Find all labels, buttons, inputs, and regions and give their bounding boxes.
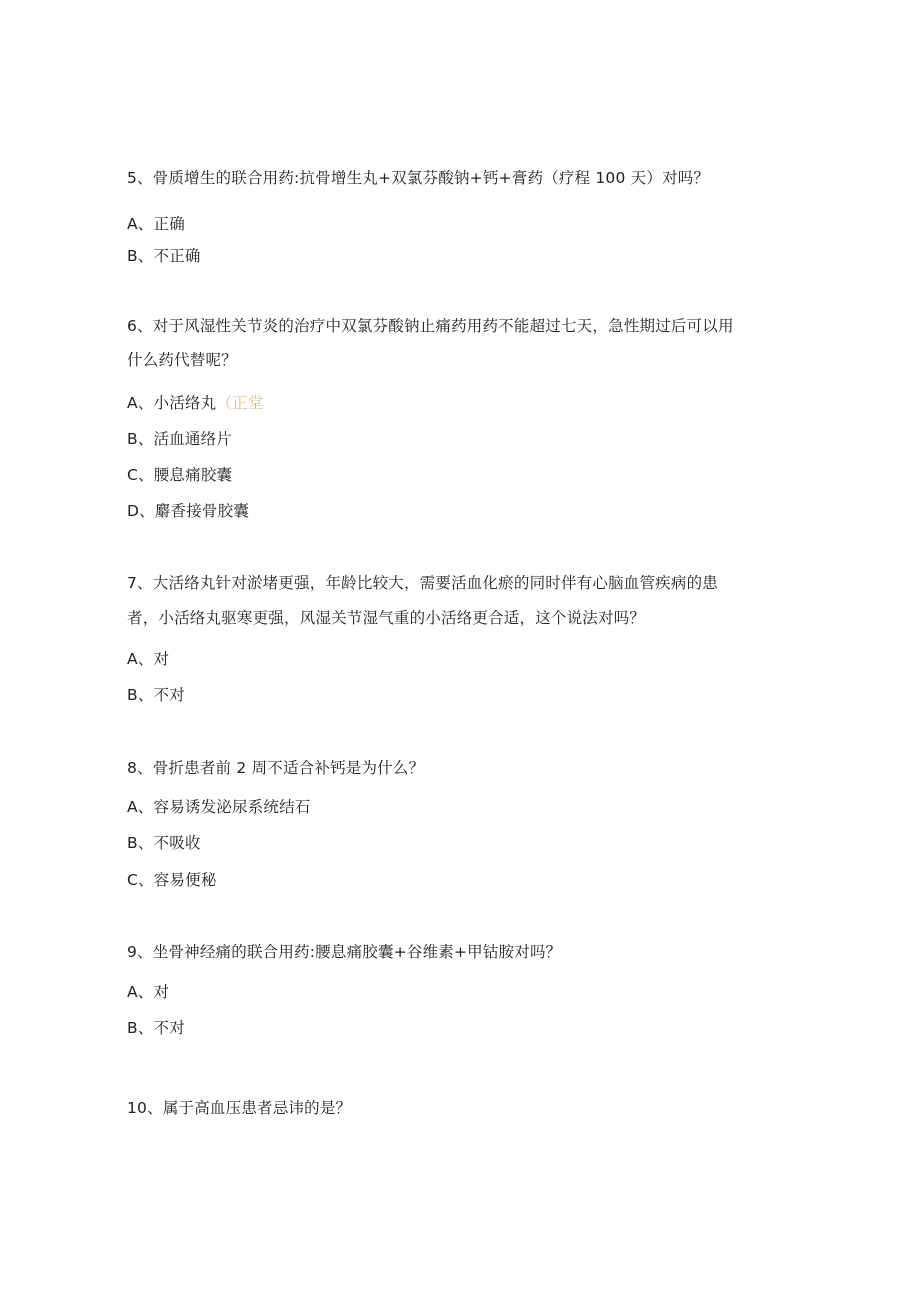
question-7-text-line-1: 7、大活络丸针对淤堵更强，年龄比较大，需要活血化瘀的同时伴有心脑血管疾病的患 [127, 574, 718, 592]
question-6-option-d: D、麝香接骨胶囊 [127, 502, 250, 520]
question-7-option-b: B、不对 [127, 686, 185, 704]
question-9-option-a: A、对 [127, 983, 170, 1001]
question-7-text-line-2: 者，小活络丸驱寒更强，风湿关节湿气重的小活络更合适，这个说法对吗？ [127, 609, 646, 627]
question-6-option-a [127, 393, 263, 413]
question-8-option-c: C、容易便秘 [127, 871, 217, 889]
question-6-option-a-label: A、小活络丸 [127, 394, 217, 412]
question-6-text-line-1: 6、对于风湿性关节炎的治疗中双氯芬酸钠止痛药用药不能超过七天，急性期过后可以用 [127, 317, 734, 335]
question-5-option-b: B、不正确 [127, 247, 201, 265]
question-6-option-c: C、腰息痛胶囊 [127, 466, 233, 484]
question-6-option-b: B、活血通络片 [127, 430, 233, 448]
question-8-option-a: A、容易诱发泌尿系统结石 [127, 798, 311, 816]
question-5-option-a: A、正确 [127, 215, 185, 233]
question-7-option-a: A、对 [127, 650, 170, 668]
question-9-option-b: B、不对 [127, 1019, 185, 1037]
annotation-mark: （正堂 [216, 394, 264, 412]
question-6-text-line-2: 什么药代替呢？ [127, 351, 237, 369]
question-8-option-b: B、不吸收 [127, 834, 201, 852]
question-9-text: 9、坐骨神经痛的联合用药:腰息痛胶囊+谷维素+甲钴胺对吗？ [127, 943, 562, 961]
question-5-text: 5、骨质增生的联合用药:抗骨增生丸+双氯芬酸钠+钙+膏药（疗程 100 天）对吗？ [127, 169, 710, 187]
question-10-text: 10、属于高血压患者忌讳的是？ [127, 1099, 352, 1117]
question-8-text: 8、骨折患者前 2 周不适合补钙是为什么？ [127, 759, 425, 777]
